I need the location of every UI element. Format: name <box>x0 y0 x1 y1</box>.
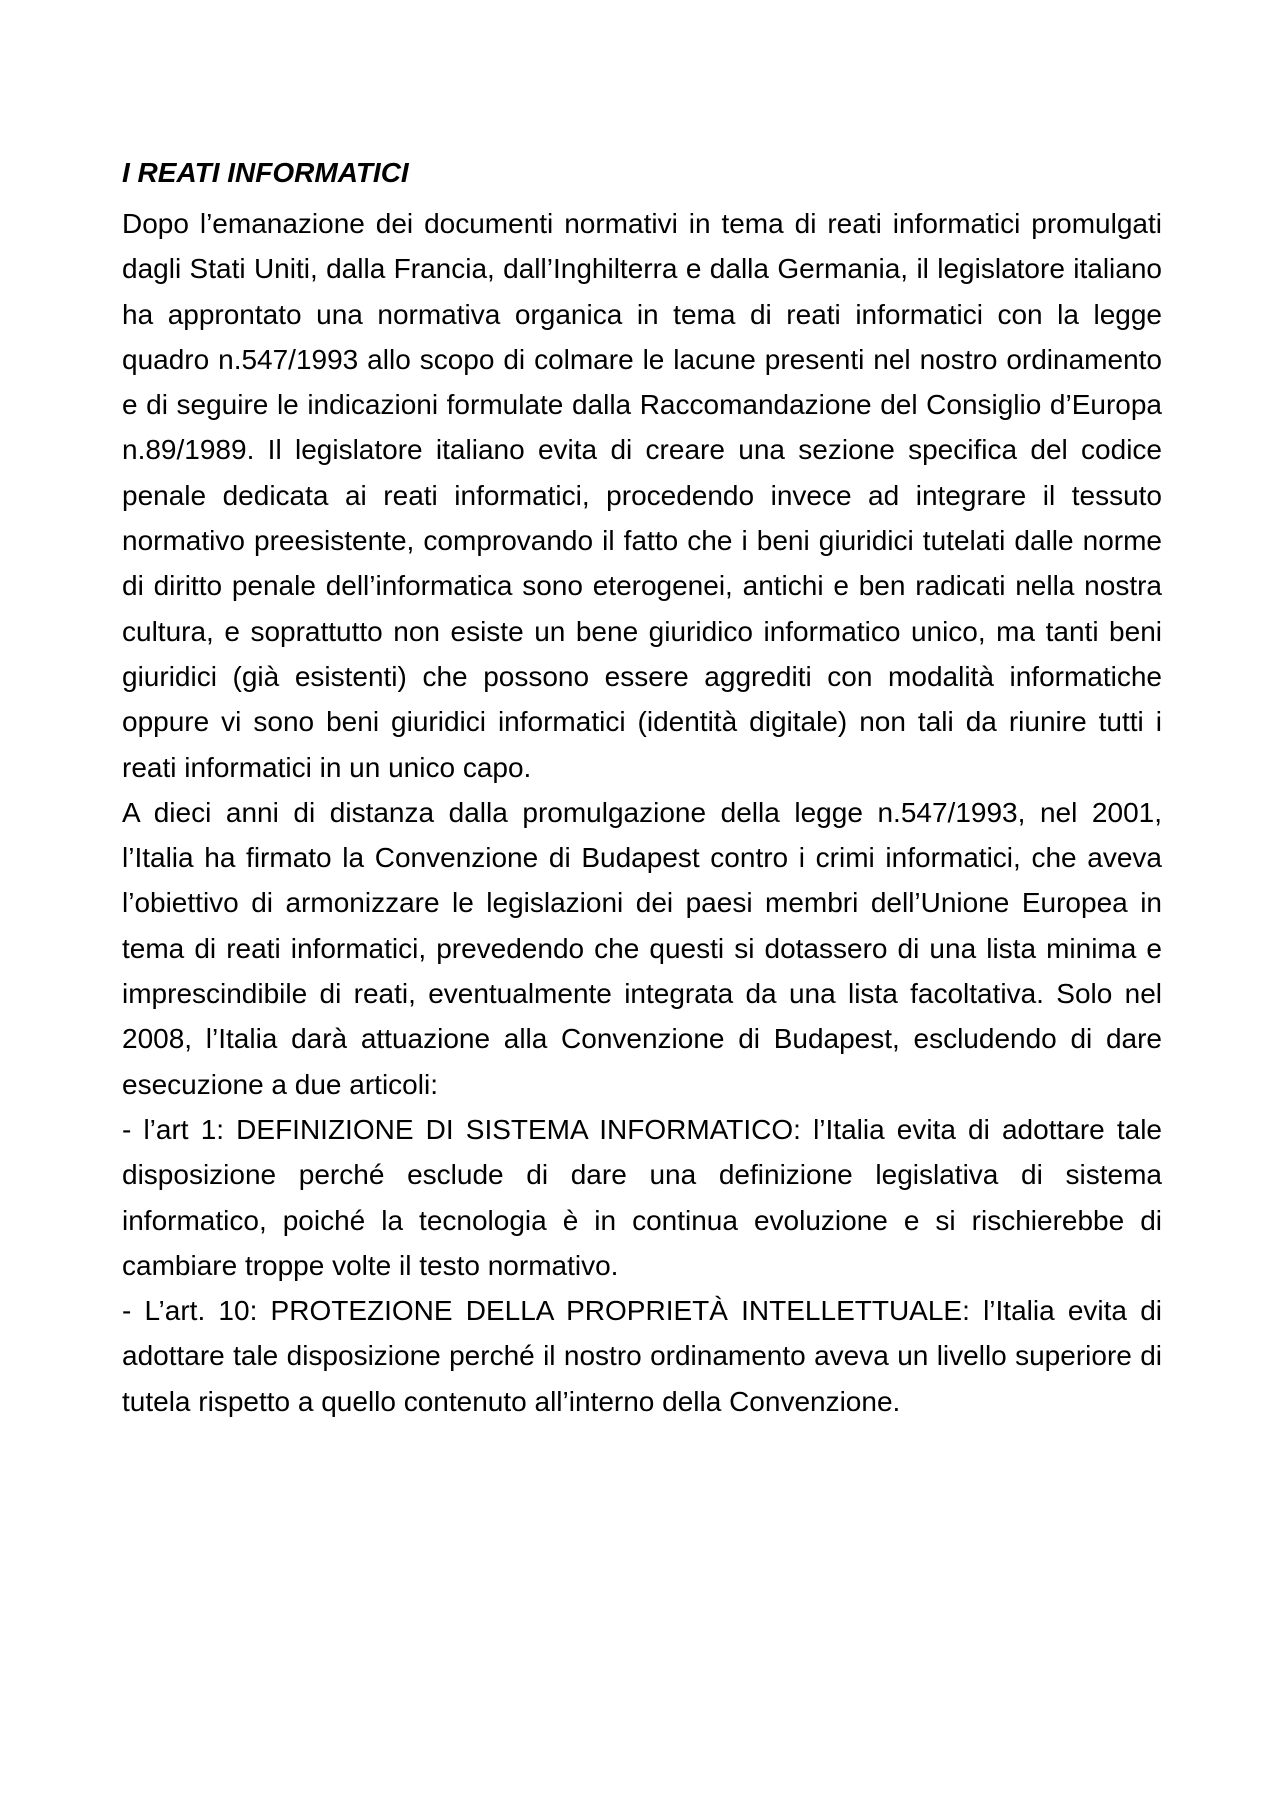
paragraph-art-1: - l’art 1: DEFINIZIONE DI SISTEMA INFORMATICO: l’Italia evita di adottare tale disposizione perché esclude di dare una definizione legislativa di sistema informatico, poiché la tecnologia è in continua evoluzione e si rischierebbe di cambiare troppe volte il testo normativo. <box>122 1113 1162 1281</box>
document-title: I REATI INFORMATICI <box>122 157 409 188</box>
paragraph-intro: Dopo l’emanazione dei documenti normativi in tema di reati informatici promulgati dagli Stati Uniti, dalla Francia, dall’Inghilterra e dalla Germania, il legislatore italiano ha approntato una normativa organica in tema di reati informatici con la legge quadro n.547/1993 allo scopo di colmare le lacune presenti nel nostro ordinamento e di seguire le indicazioni formulate dalla Raccomandazione del Consiglio d’Europa n.89/1989. Il legislatore italiano evita di creare una sezione specifica del codice penale dedicata ai reati informatici, procedendo invece ad integrare il tessuto normativo preesistente, comprovando il fatto che i beni giuridici tutelati dalle norme di diritto penale dell’informatica sono eterogenei, antichi e ben radicati nella nostra cultura, e soprattutto non esiste un bene giuridico informatico unico, ma tanti beni giuridici (già esistenti) che possono essere aggrediti con modalità informatiche oppure vi sono beni giuridici informatici (identità digitale) non tali da riunire tutti i reati informatici in un unico capo. <box>122 208 1162 783</box>
paragraph-budapest: A dieci anni di distanza dalla promulgazione della legge n.547/1993, nel 2001, l’Italia ha firmato la Convenzione di Budapest contro i crimi informatici, che aveva l’obiettivo di armonizzare le legislazioni dei paesi membri dell’Unione Europea in tema di reati informatici, prevedendo che questi si dotassero di una lista minima e imprescindibile di reati, eventualmente integrata da una lista facoltativa. Solo nel 2008, l’Italia darà attuazione alla Convenzione di Budapest, escludendo di dare esecuzione a due articoli: <box>122 796 1162 1100</box>
document-page <box>122 150 1162 1424</box>
paragraph-art-10: - L’art. 10: PROTEZIONE DELLA PROPRIETÀ INTELLETTUALE: l’Italia evita di adottare tale disposizione perché il nostro ordinamento aveva un livello superiore di tutela rispetto a quello contenuto all’interno della Convenzione. <box>122 1295 1162 1417</box>
